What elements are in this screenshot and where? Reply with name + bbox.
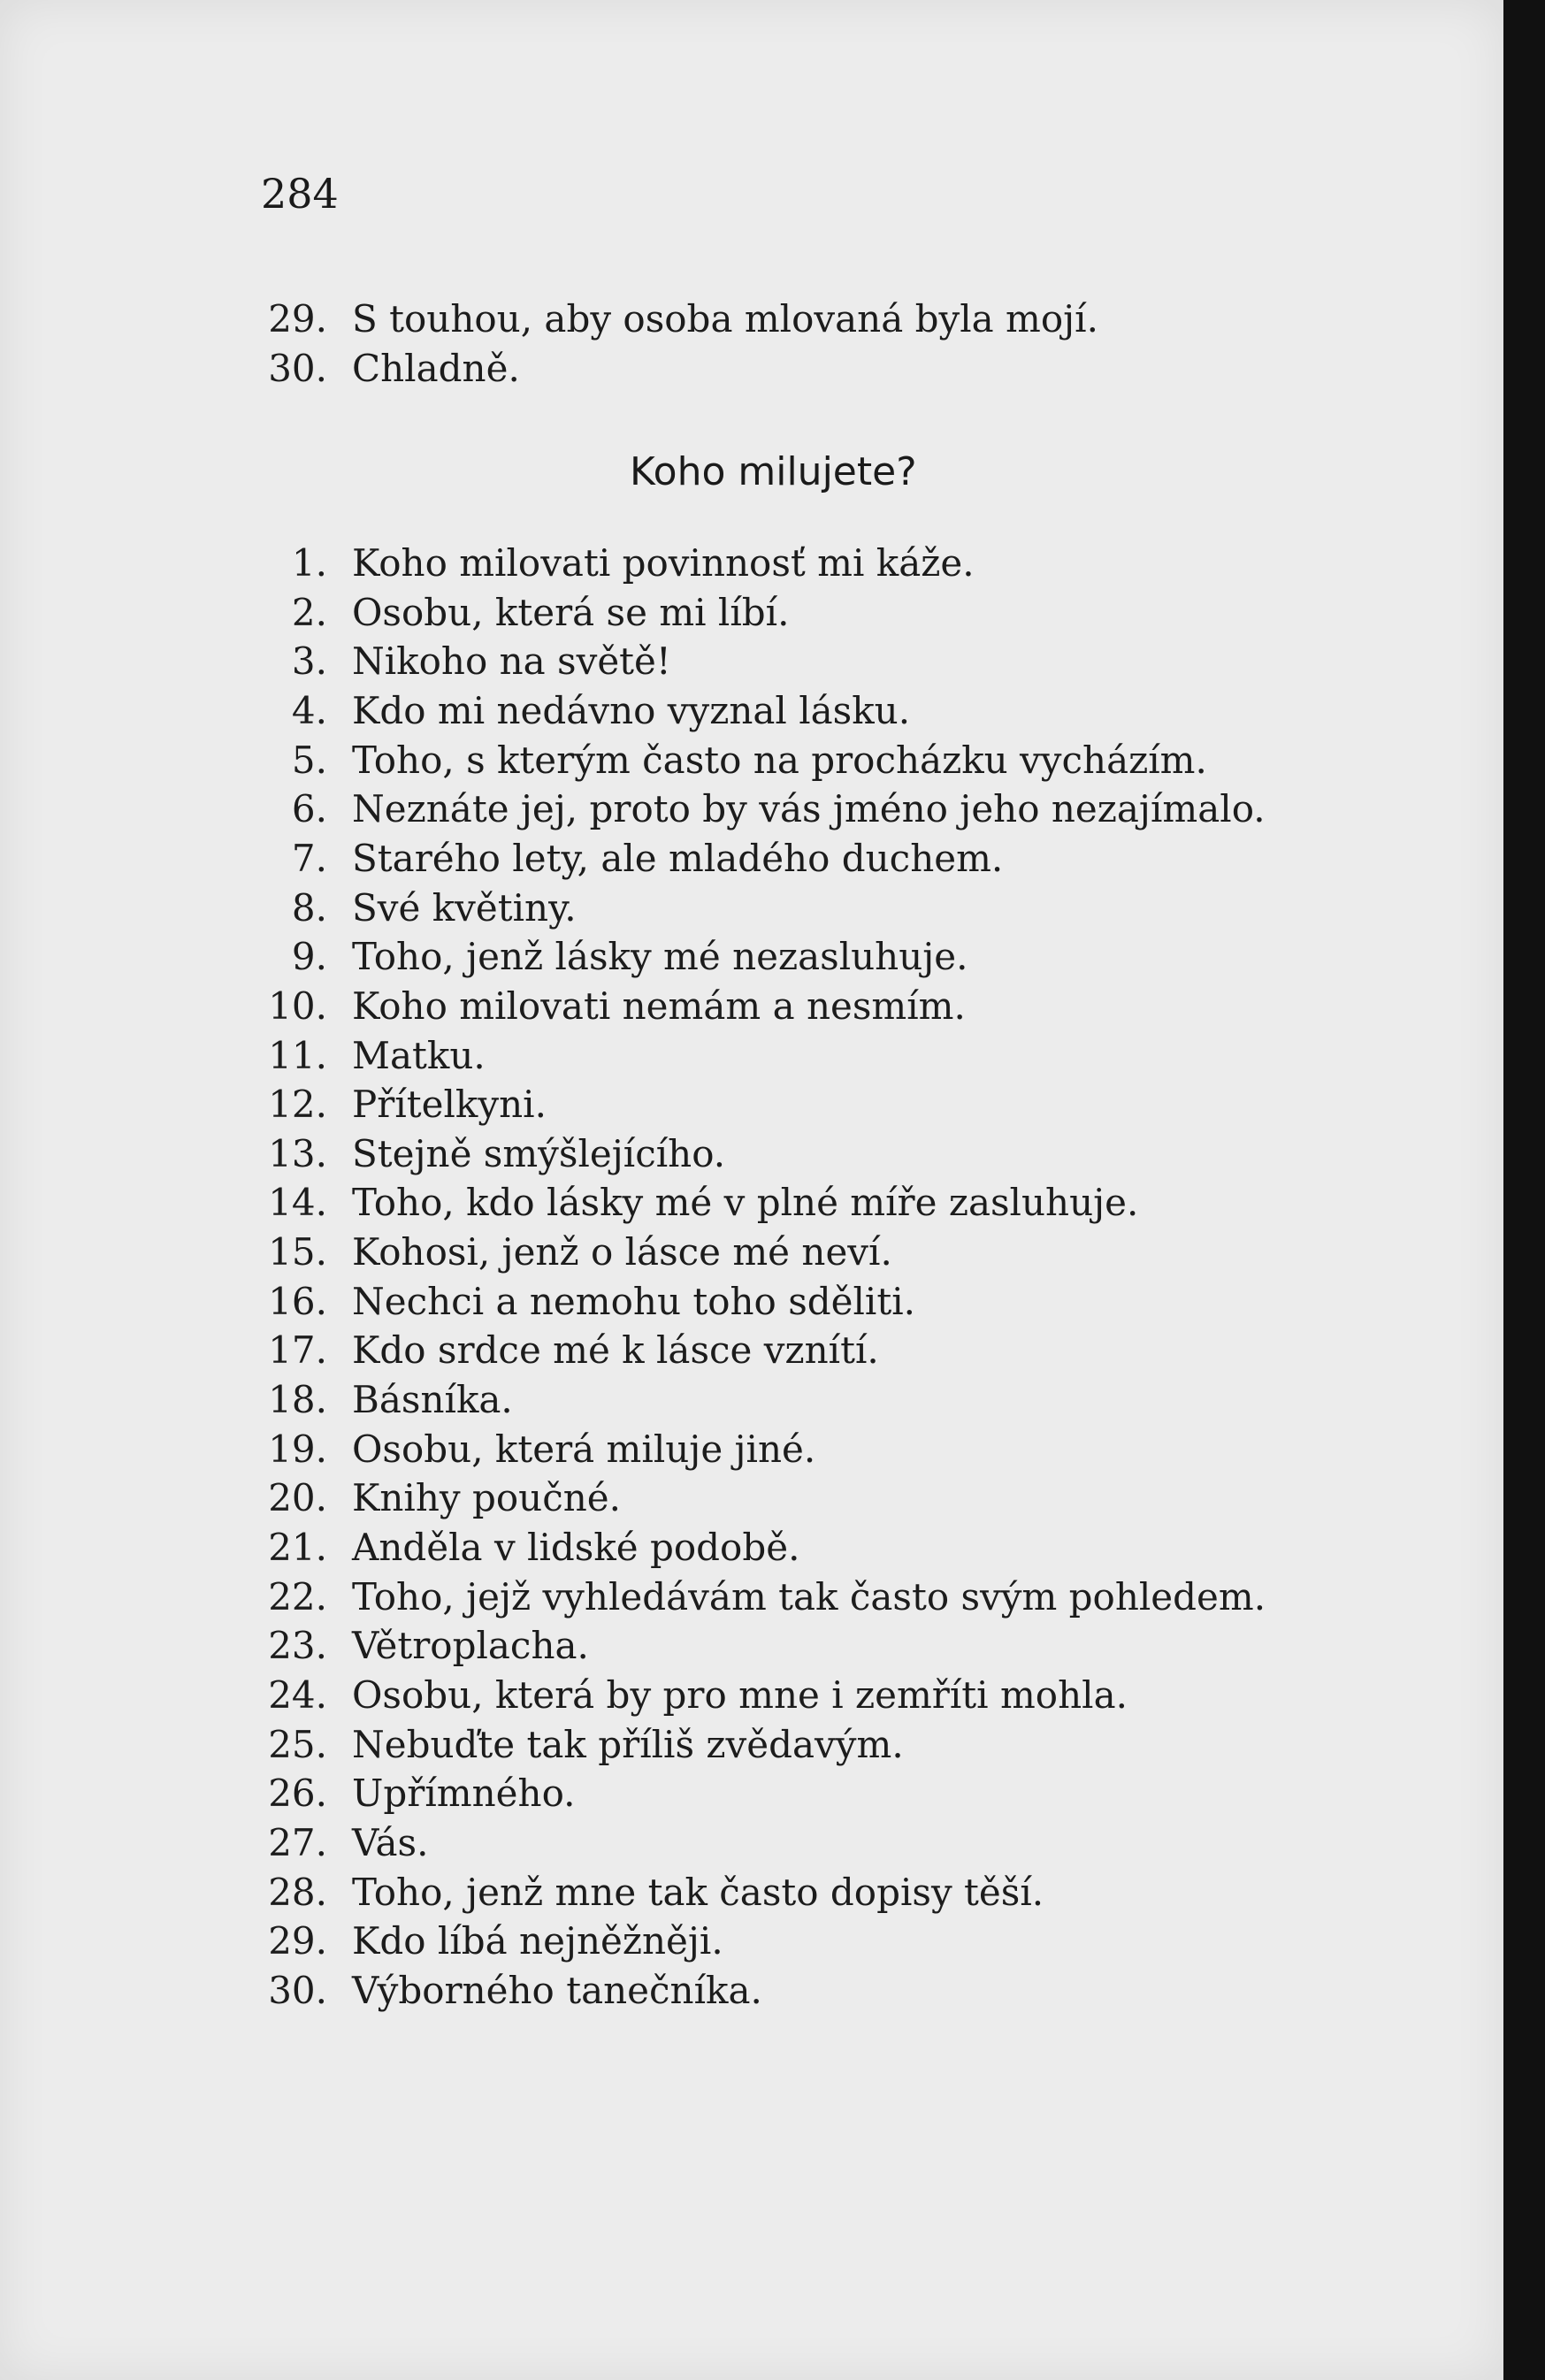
item-text: Výborného tanečníka. [352,1968,762,2012]
item-text: Nechci a nemohu toho sděliti. [352,1279,916,1323]
item-text: Kdo mi nedávno vyznal lásku. [352,688,911,732]
item-number: 19. [268,1427,327,1471]
item-number: 10. [268,983,327,1028]
item-number: 2. [291,590,327,634]
item-number: 23. [268,1624,327,1668]
item-text: Toho, jejž vyhledávám tak často svým pohledem. [352,1574,1266,1619]
item-number: 22. [268,1574,327,1619]
item-number: 13. [268,1131,327,1175]
item-number: 17. [268,1328,327,1373]
item-text: Matku. [352,1033,486,1077]
item-text: Kohosi, jenž o lásce mé neví. [352,1230,892,1274]
item-number: 29. [268,1919,327,1963]
item-text: Upřímného. [352,1772,576,1816]
item-number: 28. [268,1870,327,1914]
item-number: 9. [291,935,327,979]
item-number: 30. [268,347,327,390]
item-number: 24. [268,1672,327,1717]
item-number: 1. [291,541,327,585]
item-text: S touhou, aby osoba mlovaná byla mojí. [352,297,1098,341]
item-number: 26. [268,1772,327,1816]
item-text: Osobu, která by pro mne i zemříti mohla. [352,1672,1128,1717]
item-text: Osobu, která se mi líbí. [352,590,790,634]
page-edge [1503,0,1545,2380]
item-text: Neznáte jej, proto by vás jméno jeho nezajímalo. [352,787,1266,831]
item-number: 8. [291,885,327,930]
item-number: 7. [291,836,327,880]
item-text: Knihy poučné. [352,1476,621,1520]
item-number: 14. [268,1181,327,1225]
item-number: 21. [268,1526,327,1569]
item-number: 6. [291,787,327,831]
item-text: Toho, jenž mne tak často dopisy těší. [352,1870,1044,1914]
item-text: Kdo líbá nejněžněji. [352,1919,723,1963]
item-number: 11. [268,1033,327,1077]
item-text: Koho milovati povinnosť mi káže. [352,541,975,585]
item-number: 30. [268,1968,327,2012]
item-number: 5. [291,738,327,782]
item-number: 25. [268,1722,327,1766]
item-text: Nebuďte tak příliš zvědavým. [352,1722,904,1766]
item-number: 27. [268,1820,327,1864]
page-number: 284 [261,170,339,218]
item-text: Kdo srdce mé k lásce vznítí. [352,1328,879,1373]
item-text: Své květiny. [352,885,577,930]
item-text: Stejně smýšlejícího. [352,1131,726,1175]
item-text: Toho, s kterým často na procházku vycházím. [352,738,1207,782]
item-number: 4. [291,688,327,732]
item-number: 18. [268,1378,327,1422]
item-text: Koho milovati nemám a nesmím. [352,983,966,1028]
item-number: 29. [268,297,327,341]
item-text: Chladně. [352,347,520,390]
item-text: Anděla v lidské podobě. [352,1526,800,1569]
section-heading-text: Koho milujete? [630,449,917,494]
item-number: 3. [291,639,327,684]
item-number: 15. [268,1230,327,1274]
item-text: Nikoho na světě! [352,639,671,684]
item-text: Větroplacha. [352,1624,589,1668]
item-number: 16. [268,1279,327,1323]
item-text: Osobu, která miluje jiné. [352,1427,816,1471]
item-number: 20. [268,1476,327,1520]
item-text: Básníka. [352,1378,513,1422]
item-text: Vás. [352,1820,429,1864]
item-text: Toho, kdo lásky mé v plné míře zasluhuje. [352,1181,1139,1225]
item-text: Starého lety, ale mladého duchem. [352,836,1004,880]
item-text: Toho, jenž lásky mé nezasluhuje. [352,935,968,979]
item-text: Přítelkyni. [352,1083,547,1127]
item-number: 12. [268,1083,327,1127]
